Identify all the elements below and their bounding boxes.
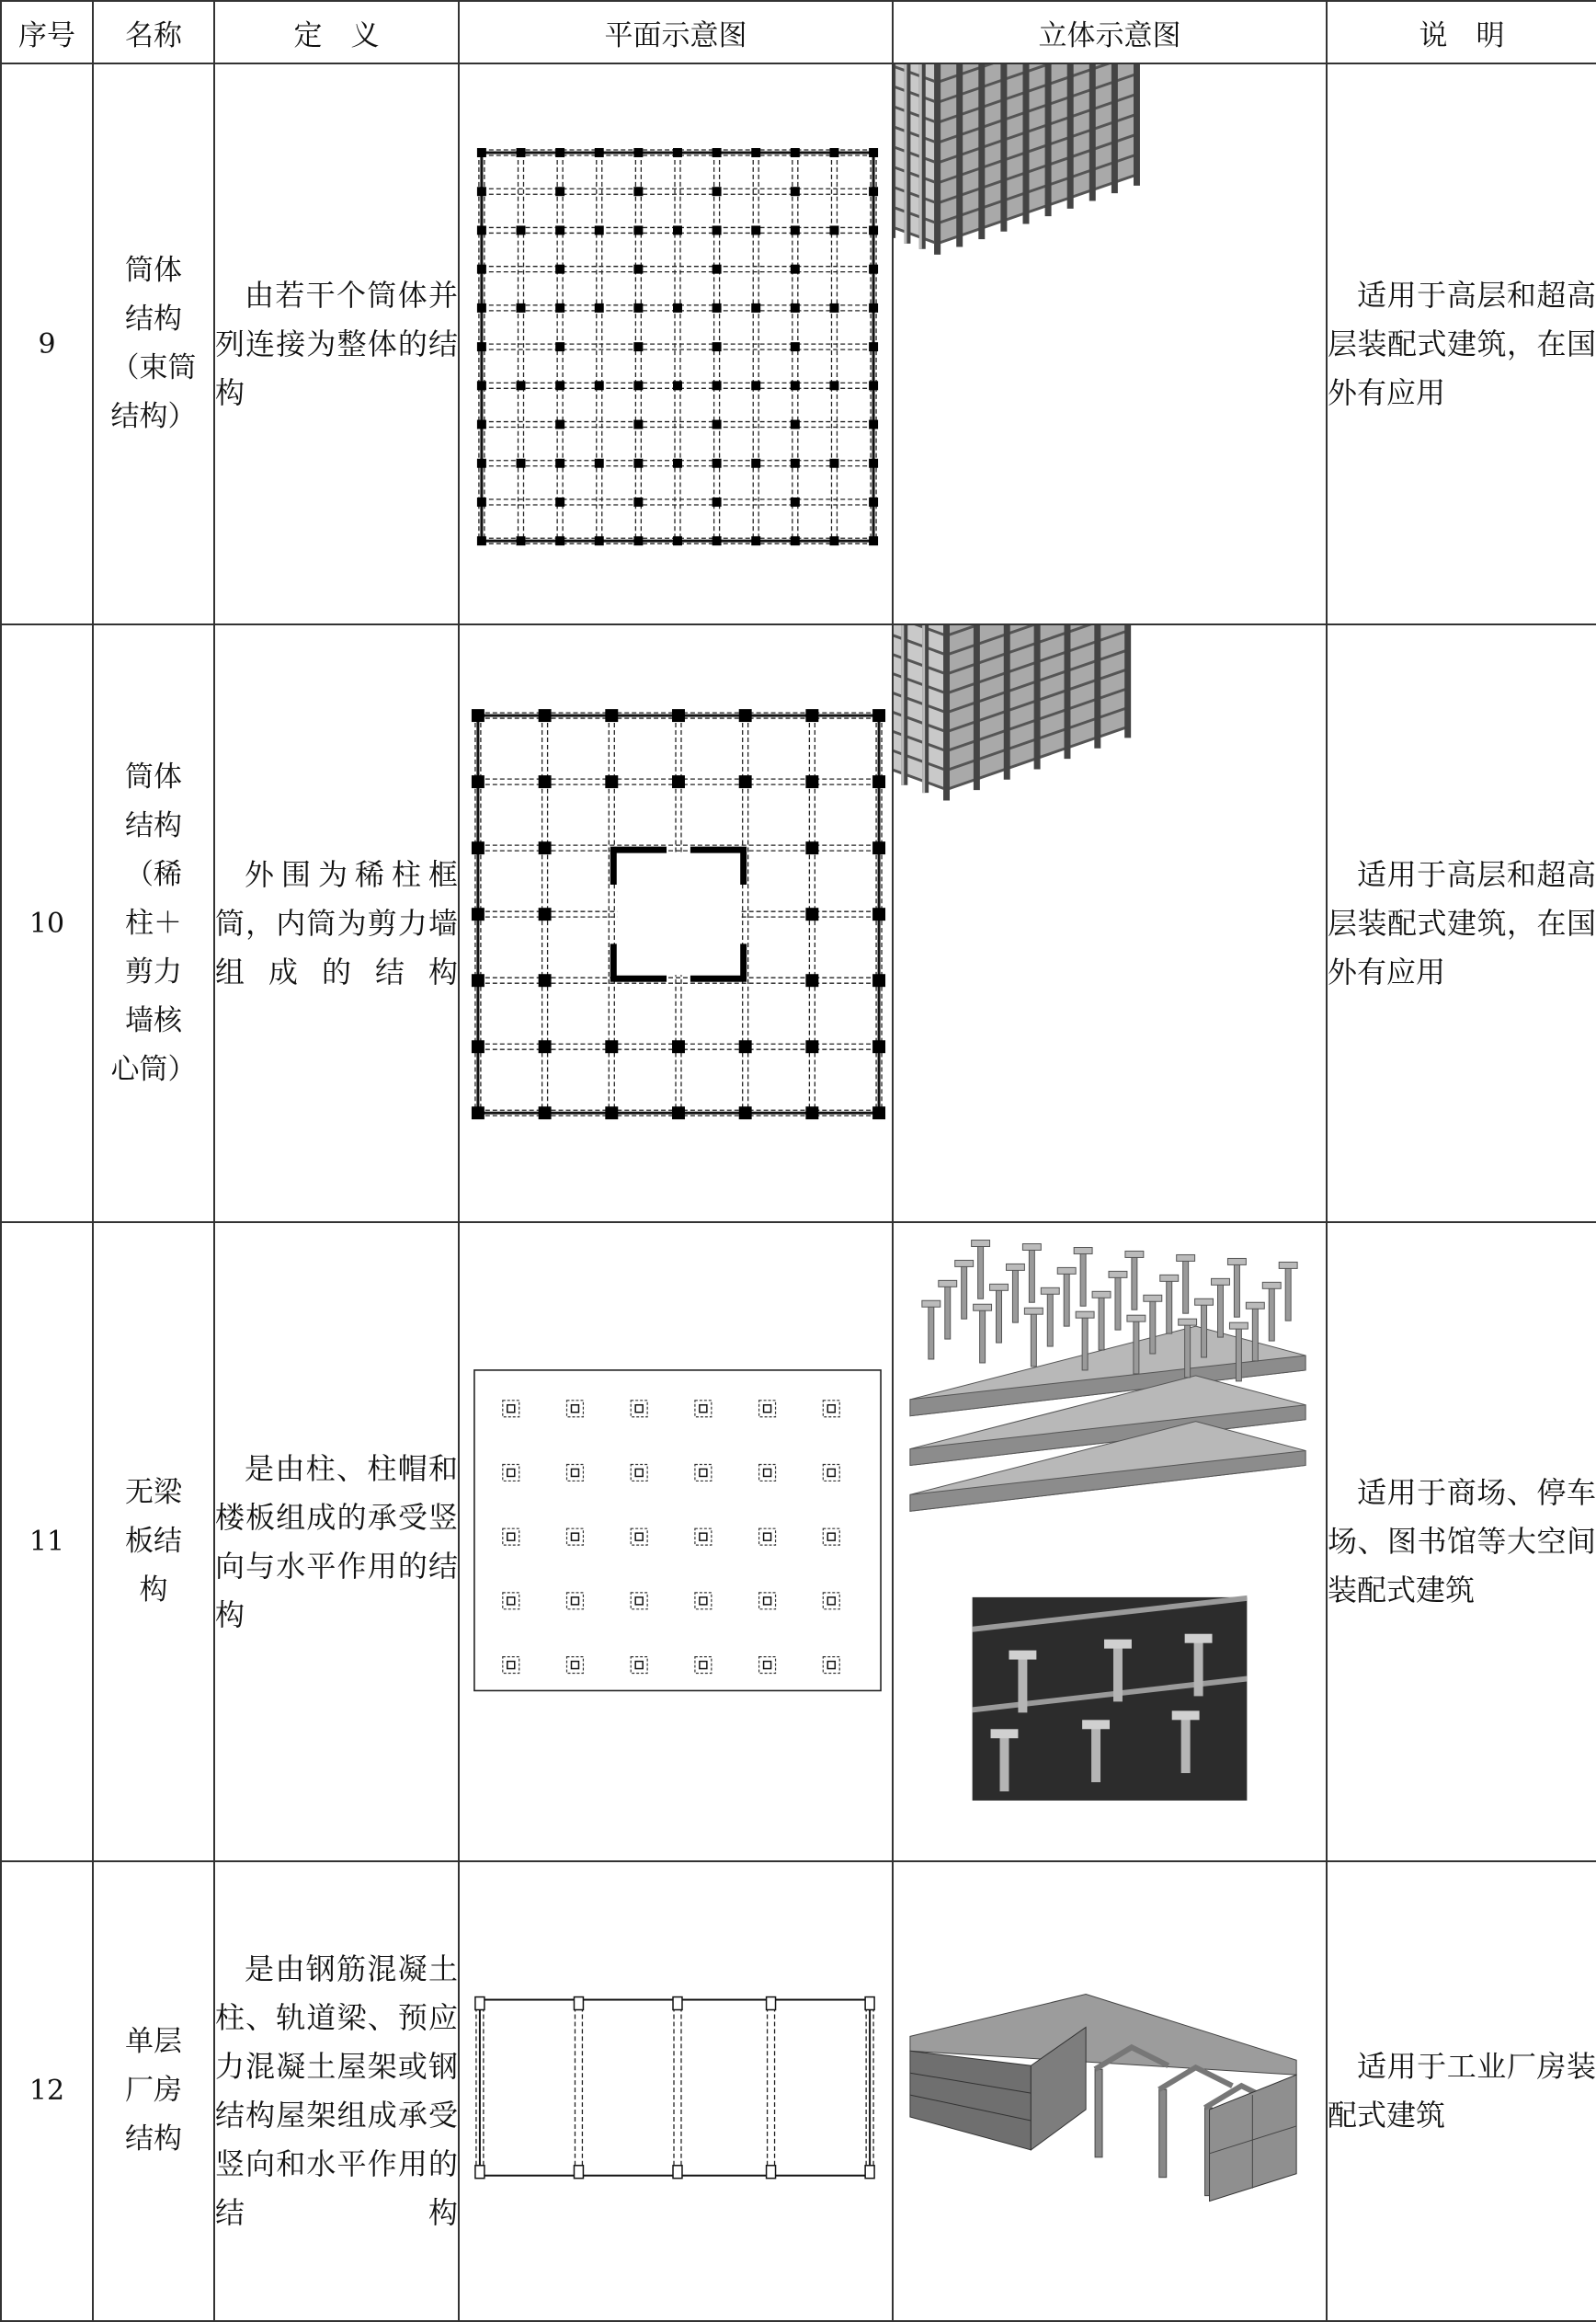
header-no: 序号 (1, 1, 93, 63)
row-number: 10 (1, 624, 93, 1222)
iso-diagram-cell (893, 624, 1327, 1222)
iso-diagram-industrial-hall (894, 1862, 1326, 2320)
name-line: 心筒） (110, 1052, 197, 1086)
name-line: 结构 (125, 808, 182, 842)
table-row (1, 1222, 1596, 1860)
structure-name (93, 624, 214, 1222)
plan-diagram-core-tube (460, 625, 892, 1221)
header-name: 名称 (93, 1, 214, 63)
table-row (1, 1861, 1596, 2321)
definition-text: 是由柱、柱帽和楼板组成的承受竖向与水平作用的结构 (214, 1222, 459, 1860)
table-row (1, 63, 1596, 624)
row-number: 11 (1, 1222, 93, 1860)
name-line: 墙核 (125, 1003, 182, 1037)
plan-diagram-bundled-tube (460, 64, 892, 623)
note-text: 适用于高层和超高层装配式建筑，在国外有应用 (1327, 63, 1596, 624)
row-number: 9 (1, 63, 93, 624)
structure-name (93, 1861, 214, 2321)
definition-text: 外围为稀柱框筒，内筒为剪力墙组成的结构 (214, 624, 459, 1222)
name-line: 构 (139, 1573, 168, 1607)
iso-diagram-cell (893, 63, 1327, 624)
definition-text: 由若干个筒体并列连接为整体的结构 (214, 63, 459, 624)
iso-diagram-flat-slab (894, 1223, 1326, 1859)
name-line: （束筒 (110, 351, 197, 385)
name-line: 结构 (125, 2122, 182, 2156)
structure-name (93, 1222, 214, 1860)
name-line: 厂房 (125, 2074, 182, 2108)
plan-diagram-cell (459, 624, 893, 1222)
iso-diagram-bundled-tube (894, 64, 1326, 623)
name-line: 无梁 (125, 1476, 182, 1510)
header-plan: 平面示意图 (459, 1, 893, 63)
name-line: 柱＋ (125, 906, 182, 940)
name-line: 剪力 (125, 955, 182, 989)
plan-diagram-industrial-hall (460, 1862, 892, 2320)
plan-diagram-flat-slab (460, 1223, 892, 1859)
plan-diagram-cell (459, 63, 893, 624)
definition-text: 是由钢筋混凝土柱、轨道梁、预应力混凝土屋架或钢结构屋架组成承受竖向和水平作用的结构 (214, 1861, 459, 2321)
name-line: （稀 (125, 857, 182, 891)
header-note: 说明 (1327, 1, 1596, 63)
name-line: 结构） (110, 400, 197, 434)
name-line: 结构 (125, 303, 182, 337)
header-iso: 立体示意图 (893, 1, 1327, 63)
row-number: 12 (1, 1861, 93, 2321)
note-text: 适用于商场、停车场、图书馆等大空间装配式建筑 (1327, 1222, 1596, 1860)
header-row (1, 1, 1596, 63)
name-line: 筒体 (125, 760, 182, 794)
plan-diagram-cell (459, 1861, 893, 2321)
note-text: 适用于工业厂房装配式建筑 (1327, 1861, 1596, 2321)
header-definition: 定义 (214, 1, 459, 63)
iso-diagram-core-tube (894, 625, 1326, 1221)
iso-diagram-cell (893, 1861, 1327, 2321)
name-line: 单层 (125, 2025, 182, 2059)
plan-diagram-cell (459, 1222, 893, 1860)
iso-diagram-cell (893, 1222, 1327, 1860)
structure-name (93, 63, 214, 624)
note-text: 适用于高层和超高层装配式建筑，在国外有应用 (1327, 624, 1596, 1222)
table-row (1, 624, 1596, 1222)
name-line: 板结 (125, 1525, 182, 1559)
name-line: 筒体 (125, 254, 182, 288)
